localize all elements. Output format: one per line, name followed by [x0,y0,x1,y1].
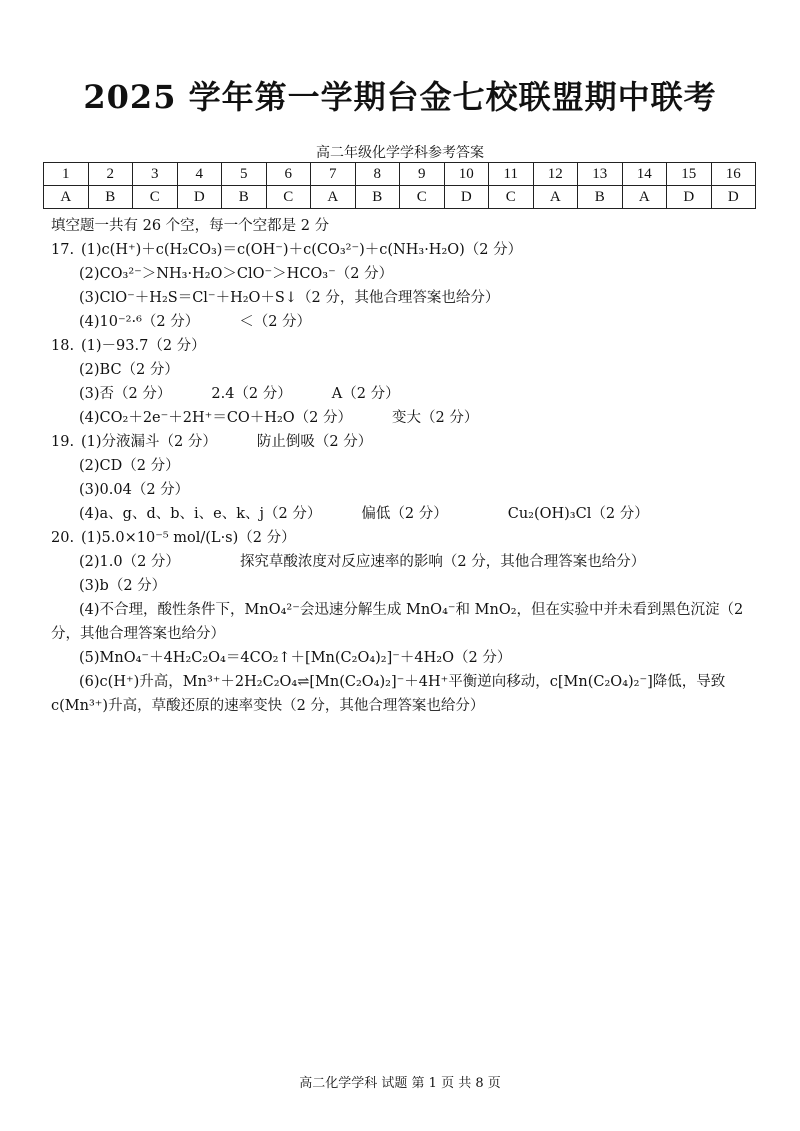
answer-cell: D [711,186,756,209]
answer-cell: A [44,186,89,209]
q20-line-2 [51,550,766,574]
q17-line-4 [51,310,766,334]
answer-table-answer-row [44,186,756,209]
question-number-cell: 11 [489,163,534,186]
answer-cell: C [400,186,445,209]
q18-answer-3b: 2.4（2 分） [211,386,292,402]
q18-line-4 [51,406,766,430]
fill-in-intro: 填空题一共有 26 个空，每一个空都是 2 分 [51,218,330,234]
question-number-cell: 14 [622,163,667,186]
q18-answer-2: (2)BC（2 分） [79,362,179,378]
question-number-cell: 6 [266,163,311,186]
question-number-cell: 4 [177,163,222,186]
question-number-cell: 13 [578,163,623,186]
q19-line-1 [51,430,766,454]
q18-answer-1: (1)－93.7（2 分） [81,338,206,354]
q20-answer-6: (6)c(H⁺)升高，Mn³⁺＋2H₂C₂O₄⇌[Mn(C₂O₄)₂]⁻＋4H⁺平衡逆向移动，c[Mn(C₂O₄)₂⁻]降低，导致 c(Mn³⁺)升高，草酸还原的速率变快（2 分，其他合理答案也给分） [51,674,726,714]
q17-answer-1: (1)c(H⁺)＋c(H₂CO₃)＝c(OH⁻)＋c(CO₃²⁻)＋c(NH₃·H₂O)（2 分） [81,242,523,258]
page-title: 2025 学年第一学期台金七校联盟期中联考 [83,78,717,116]
q20-answer-5: (5)MnO₄⁻＋4H₂C₂O₄＝4CO₂↑＋[Mn(C₂O₄)₂]⁻＋4H₂O（2 分） [79,650,512,666]
q17-answer-3: (3)ClO⁻＋H₂S＝Cl⁻＋H₂O＋S↓（2 分，其他合理答案也给分） [79,290,500,306]
q19-number: 19. [51,434,75,450]
question-number-cell: 1 [44,163,89,186]
question-number-cell: 7 [311,163,356,186]
answer-cell: A [622,186,667,209]
answer-cell: B [88,186,133,209]
question-number-cell: 5 [222,163,267,186]
answer-cell: C [266,186,311,209]
answer-cell: A [311,186,356,209]
question-number-cell: 9 [400,163,445,186]
q18-answer-4b: 变大（2 分） [391,410,479,426]
answer-table-number-row [44,163,756,186]
q18-number: 18. [51,338,75,354]
answer-cell: B [355,186,400,209]
q19-answer-2: (2)CD（2 分） [79,458,180,474]
q17-answer-4b: ＜（2 分） [239,314,312,330]
q20-answer-2a: (2)1.0（2 分） [79,554,180,570]
q19-answer-4a: (4)a、g、d、b、i、e、k、j（2 分） [79,506,322,522]
q17-line-1 [51,238,766,262]
answer-cell: A [533,186,578,209]
question-number-cell: 10 [444,163,489,186]
page-footer: 高二化学学科 试题 第 1 页 共 8 页 [299,1076,501,1091]
q19-answer-4c: Cu₂(OH)₃Cl（2 分） [507,506,649,522]
q18-line-3 [51,382,766,406]
q20-line-1 [51,526,766,550]
q19-answer-1a: (1)分液漏斗（2 分） [81,434,217,450]
q17-answer-2: (2)CO₃²⁻＞NH₃·H₂O＞ClO⁻＞HCO₃⁻（2 分） [79,266,394,282]
q20-number: 20. [51,530,75,546]
answer-cell: C [133,186,178,209]
answer-table [43,162,756,209]
q19-answer-4b: 偏低（2 分） [361,506,448,522]
q20-answer-2b: 探究草酸浓度对反应速率的影响（2 分，其他合理答案也给分） [239,554,646,570]
q17-answer-4a: (4)10⁻²·⁶（2 分） [79,314,200,330]
q19-answer-3: (3)0.04（2 分） [79,482,190,498]
q19-line-4 [51,502,766,526]
question-number-cell: 16 [711,163,756,186]
q18-line-1 [51,334,766,358]
question-number-cell: 8 [355,163,400,186]
answer-cell: C [489,186,534,209]
question-number-cell: 2 [88,163,133,186]
answer-body [51,214,766,718]
q18-answer-3c: A（2 分） [331,386,400,402]
answer-cell: B [222,186,267,209]
answer-cell: D [444,186,489,209]
answer-cell: D [667,186,712,209]
q20-answer-4: (4)不合理，酸性条件下，MnO₄²⁻会迅速分解生成 MnO₄⁻和 MnO₂，但在实验中并未看到黑色沉淀（2 分，其他合理答案也给分） [51,602,744,642]
question-number-cell: 3 [133,163,178,186]
subtitle: 高二年级化学学科参考答案 [316,145,484,161]
q20-answer-3: (3)b（2 分） [79,578,167,594]
question-number-cell: 12 [533,163,578,186]
answer-cell: D [177,186,222,209]
question-number-cell: 15 [667,163,712,186]
q18-answer-4a: (4)CO₂＋2e⁻＋2H⁺＝CO＋H₂O（2 分） [79,410,352,426]
answer-cell: B [578,186,623,209]
q20-answer-1: (1)5.0×10⁻⁵ mol/(L·s)（2 分） [81,530,296,546]
q19-answer-1b: 防止倒吸（2 分） [256,434,373,450]
q18-answer-3a: (3)否（2 分） [79,386,172,402]
q17-number: 17. [51,242,75,258]
